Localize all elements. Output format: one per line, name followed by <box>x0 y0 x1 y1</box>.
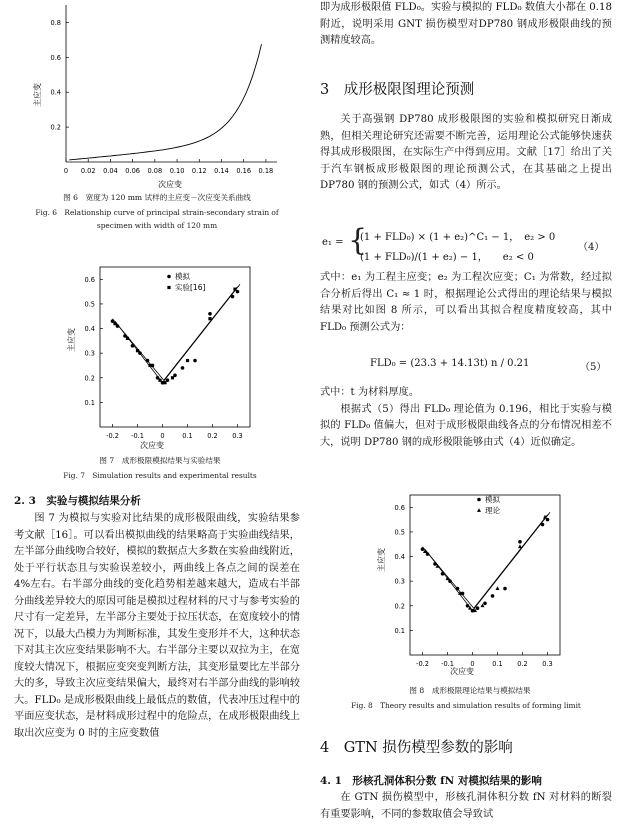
fig8-xtick-label: 0.1 <box>492 660 503 668</box>
fig7-xtick-label: -0.2 <box>106 432 119 440</box>
fig8-point-a <box>476 606 480 610</box>
fig8-xtick-label: 0.2 <box>517 660 528 668</box>
right-paragraph-0: 即为成形极限值 FLD₀。实验与模拟的 FLD₀ 数值大小都在 0.18 附近，说明采用 GNT 损伤模型对DP780 钢成形极限曲线的预测精度较高。 <box>320 2 612 46</box>
fig6-curve <box>69 44 261 160</box>
right-top-column <box>320 0 612 50</box>
fig6-xtick-label: 0.08 <box>147 167 163 175</box>
right-paragraph-5: 在 GTN 损伤模型中，形核孔洞体积分数 fN 对材料的断裂有重要影响，不同的参数取值会导致试 <box>320 792 612 820</box>
eq4-brace: { <box>348 223 368 258</box>
eq4-number: （4） <box>578 242 605 253</box>
fig6-xtick-label: 0 <box>63 167 69 175</box>
fig8-ytick-label: 0.3 <box>394 577 405 586</box>
fig7-point-b <box>233 288 236 291</box>
fig8-xtick-label: -0.1 <box>441 660 454 668</box>
left-text-column <box>14 511 300 742</box>
fig7-legend-marker-sim <box>167 275 171 279</box>
fig7-xtick-label: 0.3 <box>232 432 243 440</box>
fig7-legend-sim: 模拟 <box>175 272 190 281</box>
right-paragraph-1: 关于高强钢 DP780 成形极限图的实验和模拟研究日渐成熟，但相关理论研究还需要不断完善，运用理论公式能够快速获得其成形极限图，在实际生产中得到应用。文献［17］给出了关于汽车钢板成形极限图的理论预测公式，在其基础之上提出DP780 钢的预测公式，如式（4）所示。 <box>320 114 612 191</box>
fig7-xtick-label: 0.1 <box>182 432 193 440</box>
fig8-point-a <box>483 602 487 606</box>
fig8-point-b <box>496 586 500 590</box>
fig6-xtick-label: 0.10 <box>169 167 185 175</box>
right-paragraph-4: 根据式（5）得出 FLD₀ 理论值为 0.196，相比于实验与模拟的 FLD₀ 值偏大，但对于成形极限曲线各点的分布情况相差不大，说明 DP780 钢的成形极限能够由式（4）近似确定。 <box>320 403 612 448</box>
fig7-chart <box>60 262 260 456</box>
left-paragraph-1: 图 7 为模拟与实验对比结果的成形极限曲线，实验结果参考文献［16］。可以看出模拟曲线的结果略高于实验曲线结果，左半部分曲线吻合较好，模拟的数据点大多数在实验曲线附近，处于平行状态且与实验误差较小，两曲线上各点之间的误差在4%左右。右半部分曲线的变化趋势相差越来越大，造成右半部分曲线差异较大的原因可能是模拟过程材料的尺寸与参考实验的尺寸有一定差异，左半部分主要处于拉压状态，在宽度较小的情况下，以最大凸模力为判断标准，其发生变形并不大，这种状态下对其主次应变结果影响不大。右半部分主要以双拉为主，在宽度较大情况下，根据应变突变判断方法，其变形量要比左半部分大的多，导致主次应变结果偏大，最终对右半部分曲线的影响较大。FLD₀ 是成形极限曲线上最低点的数值，代表冲压过程中的平面应变状态，是材料成形过程中的危险点，在成形极限曲线上取出次应变为 0 时的主应变数值 <box>14 513 300 739</box>
fig8-point-b <box>518 544 522 548</box>
fig8-legend-sim: 模拟 <box>485 495 500 504</box>
fig7-point-b <box>136 349 139 352</box>
fig7-caption-cn: 图 7 成形极限模拟结果与实验结果 <box>99 456 221 465</box>
eq5: FLD₀ = (23.3 + 14.13t) n / 0.21 <box>370 358 530 369</box>
fig6-xtick-label: 0.06 <box>125 167 140 175</box>
right-column-section4 <box>320 790 612 823</box>
fig8-point-a <box>518 540 522 544</box>
fig8-point-a <box>456 587 460 591</box>
fig7-caption-en: Fig. 7 Simulation results and experimental results <box>63 471 257 480</box>
fig6-ylabel: 主应变 <box>33 83 42 107</box>
fig6-xtick-label: 0.16 <box>236 167 252 175</box>
fig6-caption-en-1: Fig. 6 Relationship curve of principal strain-secondary strain of <box>35 208 279 217</box>
fig8-ytick-label: 0.5 <box>394 528 405 537</box>
fig6-ytick-label: 0.8 <box>50 18 61 27</box>
eq4-lhs: e₁ = <box>322 237 344 248</box>
fig7-point-b <box>113 322 116 325</box>
fig8-xtick-label: -0.2 <box>416 660 429 668</box>
fig6-xtick-label: 0.02 <box>80 167 96 175</box>
fig6-xlabel: 次应变 <box>158 180 182 189</box>
fig6-caption-cn: 图 6 宽度为 120 mm 试样的主应变－次应变关系曲线 <box>63 193 251 202</box>
fig6-xtick-label: 0.14 <box>214 167 229 175</box>
fig7-ytick-label: 0.6 <box>84 275 95 284</box>
fig7-legend-exp: 实验[16] <box>175 283 206 292</box>
subsection-4-1-heading: 4. 1 形核孔洞体积分数 fN 对模拟结果的影响 <box>320 775 542 787</box>
fig8-line-2 <box>425 512 550 611</box>
right-column-p3 <box>320 385 612 451</box>
fig7-ytick-label: 0.2 <box>84 374 95 383</box>
fig8-point-a <box>441 572 445 576</box>
fig8-legend-theory: 理论 <box>485 506 500 515</box>
fig8-point-a <box>503 587 507 591</box>
fig7-xlabel: 次应变 <box>140 441 164 450</box>
right-column-section3 <box>320 112 612 195</box>
right-paragraph-3: 式中：t 为材料厚度。 <box>320 387 420 398</box>
fig8-legend-marker-sim <box>477 498 481 502</box>
fig8-xtick-label: 0.3 <box>542 660 553 668</box>
fig8-ytick-label: 0.1 <box>394 626 405 635</box>
fig7-point-b <box>158 379 161 382</box>
fig8-ytick-label: 0.2 <box>394 602 405 611</box>
fig7-point-a <box>181 366 185 370</box>
fig7-ytick-label: 0.4 <box>84 325 95 334</box>
fig6-xtick-label: 0.18 <box>258 167 274 175</box>
fig8-point-a <box>541 523 545 527</box>
fig6-ytick-label: 0.4 <box>50 88 61 97</box>
fig7-ytick-label: 0.3 <box>84 349 95 358</box>
fig6-chart <box>22 0 292 190</box>
eq4-line2: (1 + FLD₀)/(1 + e₂) − 1， e₂ < 0 <box>360 252 534 263</box>
fig8-frame <box>410 495 560 655</box>
fig8-caption-cn: 图 8 成形极限理论结果与模拟结果 <box>409 686 531 695</box>
fig8-xtick-label: 0 <box>470 660 475 668</box>
fig6-ytick-label: 0.6 <box>50 53 61 62</box>
fig7-line-2 <box>115 284 240 383</box>
fig7-xtick-label: 0.2 <box>207 432 218 440</box>
fig8-point-a <box>421 547 425 551</box>
fig6-xtick-label: 0.04 <box>103 167 118 175</box>
right-column-p2 <box>320 270 612 336</box>
fig7-point-a <box>208 312 212 316</box>
fig8-legend-marker-theory <box>477 508 481 512</box>
fig6-xtick-label: 0.12 <box>191 167 207 175</box>
section-4-heading: 4 GTN 损伤模型参数的影响 <box>320 740 513 756</box>
fig8-point-a <box>491 594 495 598</box>
left-section-heading: 2. 3 实验与模拟结果分析 <box>14 495 141 507</box>
fig7-point-b <box>186 359 189 362</box>
fig8-chart <box>370 490 570 680</box>
fig7-xtick-label: 0 <box>160 432 165 440</box>
eq4-line1: (1 + FLD₀) × (1 + e₂)^C₁ − 1， e₂ > 0 <box>360 232 556 243</box>
fig7-point-a <box>131 344 135 348</box>
fig7-point-a <box>193 359 197 363</box>
fig7-point-b <box>171 376 174 379</box>
fig7-point-a <box>146 359 150 363</box>
fig7-ytick-label: 0.1 <box>84 398 95 407</box>
fig7-point-b <box>208 317 211 320</box>
fig7-point-b <box>163 381 166 384</box>
fig7-ytick-label: 0.5 <box>84 300 95 309</box>
fig8-ylabel: 主应变 <box>377 548 386 572</box>
fig7-legend-marker-exp <box>167 286 170 289</box>
section-3-heading: 3 成形极限图理论预测 <box>320 82 475 98</box>
fig8-ytick-label: 0.4 <box>394 553 405 562</box>
fig7-point-a <box>231 295 235 299</box>
right-paragraph-2: 式中：e₁ 为工程主应变；e₂ 为工程次应变；C₁ 为常数，经过拟合分析后得出 C₁ ≈ 1 时，根据理论公式得出的理论结果与模拟结果对比如图 8 所示，可以看出其拟合程度精度较高，其中 FLD₀ 预测公式为： <box>320 272 612 333</box>
fig6-caption-en-2: specimen with width of 120 mm <box>96 221 218 230</box>
fig6-ytick-label: 0.2 <box>50 123 61 132</box>
fig8-caption-en: Fig. 8 Theory results and simulation results of forming limit <box>351 701 581 710</box>
fig7-point-b <box>148 364 151 367</box>
fig7-xtick-label: -0.1 <box>131 432 144 440</box>
eq5-number: （5） <box>580 362 607 373</box>
fig8-point-a <box>466 604 470 608</box>
fig8-xlabel: 次应变 <box>450 667 474 676</box>
fig8-point-a <box>433 562 437 566</box>
fig7-point-b <box>126 337 129 340</box>
fig8-ytick-label: 0.6 <box>394 503 405 512</box>
fig7-ylabel: 主应变 <box>67 328 76 352</box>
